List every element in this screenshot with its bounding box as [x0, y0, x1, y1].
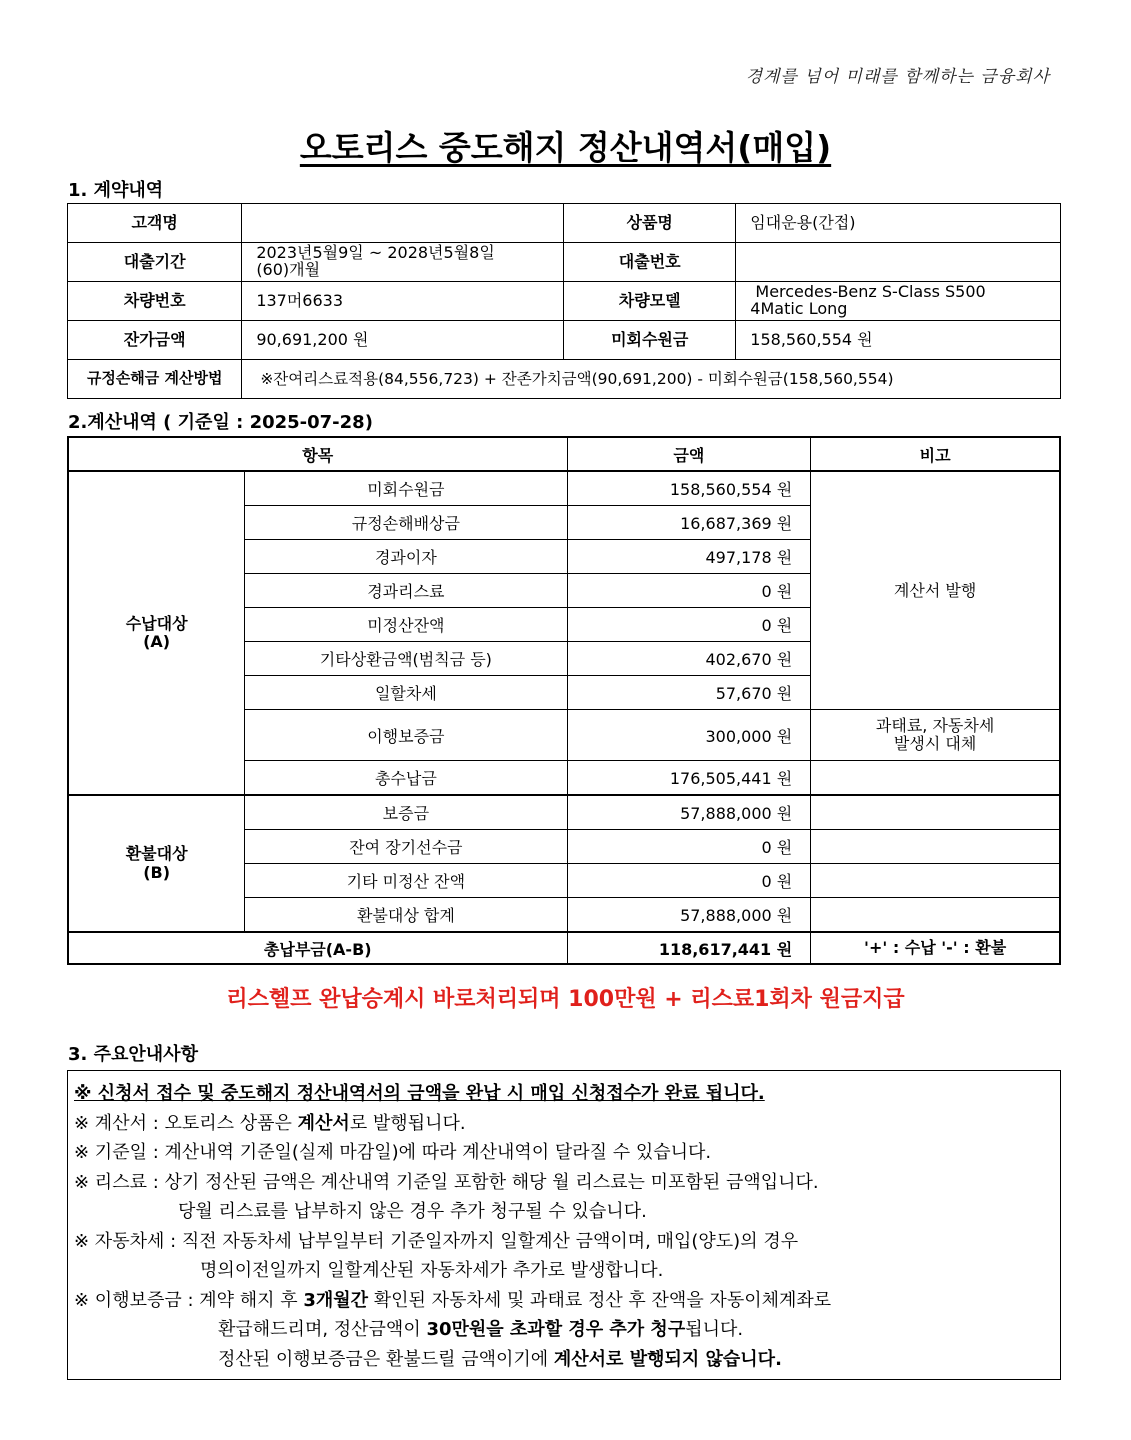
row-item: 기타 미정산 잔액	[245, 864, 567, 898]
customer-value	[242, 204, 564, 243]
group-a-label	[68, 471, 245, 795]
row-item: 기타상환금액(범칙금 등)	[245, 642, 567, 676]
notice-line	[68, 1315, 1060, 1345]
row-amount: 176,505,441 원	[567, 761, 811, 796]
row-amount: 16,687,369 원	[567, 506, 811, 540]
group-b-name: 환불대상	[125, 844, 188, 864]
section-calc-heading: 2.계산내역 ( 기준일 : 2025-07-28)	[68, 412, 373, 433]
notice-text: ※ 이행보증금 : 계약 해지 후	[74, 1289, 304, 1311]
company-slogan: 경계를 넘어 미래를 함께하는 금융회사	[745, 67, 1050, 87]
table-row	[68, 360, 1061, 399]
row-amount: 158,560,554 원	[567, 471, 811, 506]
row-item: 규정손해배상금	[245, 506, 567, 540]
row-amount: 57,888,000 원	[567, 898, 811, 933]
row-amount: 57,888,000 원	[567, 795, 811, 830]
group-b-code: (B)	[143, 862, 171, 882]
row-item: 이행보증금	[245, 710, 567, 761]
table-header-row	[68, 437, 1060, 471]
notice-text: 정산된 이행보증금은 환불드릴 금액이기에	[218, 1348, 554, 1370]
plate-label: 차량번호	[68, 282, 242, 321]
row-item: 총수납금	[245, 761, 567, 796]
notice-text: 확인된 자동차세 및 과태료 정산 후 잔액을 자동이체계좌로	[368, 1289, 832, 1311]
notice-emphasis: 30만원을 초과할 경우 추가 청구	[426, 1319, 686, 1340]
period-value	[242, 243, 564, 282]
group-a-code: (A)	[143, 632, 171, 651]
loan-number-value	[736, 243, 1061, 282]
notice-line: ※ 신청서 접수 및 중도해지 정산내역서의 금액을 완납 시 매입 신청접수가 완료 됩니다.	[74, 1083, 765, 1104]
table-row	[68, 204, 1061, 243]
row-amount: 497,178 원	[567, 540, 811, 574]
plate-value: 137머6633	[242, 282, 564, 321]
total-row	[68, 932, 1060, 964]
unrecovered-label: 미회수원금	[564, 321, 736, 360]
group-a-name: 수납대상	[125, 613, 188, 633]
residual-label: 잔가금액	[68, 321, 242, 360]
section-contract-heading: 1. 계약내역	[68, 180, 164, 201]
period-months: (60)개월	[256, 260, 321, 279]
period-label: 대출기간	[68, 243, 242, 282]
note-empty	[811, 830, 1060, 864]
notice-line	[68, 1109, 1060, 1139]
penalty-method-value: ※잔여리스료적용(84,556,723) + 잔존가치금액(90,691,200) - 미회수원금(158,560,554)	[242, 360, 1061, 399]
notice-emphasis: 계산서	[297, 1112, 350, 1134]
model-line-2: 4Matic Long	[750, 299, 848, 318]
notice-text: 로 발행됩니다.	[349, 1112, 466, 1134]
model-label: 차량모델	[564, 282, 736, 321]
row-amount: 0 원	[567, 574, 811, 608]
notice-line: 명의이전일까지 일할계산된 자동차세가 추가로 발생합니다.	[200, 1260, 664, 1281]
notice-text: 환급해드리며, 정산금액이	[218, 1319, 427, 1340]
note-deposit-line-2: 발생시 대체	[893, 734, 977, 753]
contract-table	[67, 203, 1061, 399]
table-row	[68, 795, 1060, 830]
notice-line: ※ 리스료 : 상기 정산된 금액은 계산내역 기준일 포함한 해당 월 리스료는 미포함된 금액입니다.	[74, 1171, 819, 1193]
notice-line: ※ 자동차세 : 직전 자동차세 납부일부터 기준일자까지 일할계산 금액이며, 매입(양도)의 경우	[74, 1230, 799, 1252]
notice-line: 당월 리스료를 납부하지 않은 경우 추가 청구될 수 있습니다.	[178, 1201, 647, 1222]
table-row	[68, 282, 1061, 321]
note-deposit-line-1: 과태료, 자동차세	[875, 716, 995, 736]
period-dates: 2023년5월9일 ~ 2028년5월8일	[256, 243, 495, 263]
row-item: 경과이자	[245, 540, 567, 574]
product-label: 상품명	[564, 204, 736, 243]
table-row	[68, 471, 1060, 506]
table-row	[68, 321, 1061, 360]
calc-table	[67, 436, 1061, 965]
row-amount: 0 원	[567, 830, 811, 864]
row-item: 환불대상 합계	[245, 898, 567, 933]
penalty-method-label: 규정손해금 계산방법	[68, 360, 242, 399]
promo-highlight: 리스헬프 완납승계시 바로처리되며 100만원 + 리스료1회차 원금지급	[226, 987, 905, 1012]
row-item: 보증금	[245, 795, 567, 830]
notice-emphasis: 계산서로 발행되지 않습니다.	[553, 1348, 782, 1370]
header-item: 항목	[68, 437, 567, 471]
header-note: 비고	[811, 437, 1060, 471]
customer-label: 고객명	[68, 204, 242, 243]
notice-box	[67, 1070, 1061, 1380]
row-item: 경과리스료	[245, 574, 567, 608]
total-amount: 118,617,441 원	[567, 932, 811, 964]
model-line-1: Mercedes-Benz S-Class S500	[750, 282, 986, 302]
notice-text: 됩니다.	[685, 1319, 744, 1340]
notice-text: ※ 계산서 : 오토리스 상품은	[74, 1112, 298, 1134]
row-amount: 0 원	[567, 608, 811, 642]
product-value: 임대운용(간접)	[736, 204, 1061, 243]
notice-line: ※ 기준일 : 계산내역 기준일(실제 마감일)에 따라 계산내역이 달라질 수 있습니다.	[74, 1142, 712, 1163]
table-row	[68, 243, 1061, 282]
row-item: 일할차세	[245, 676, 567, 710]
row-amount: 300,000 원	[567, 710, 811, 761]
unrecovered-value: 158,560,554 원	[736, 321, 1061, 360]
note-empty	[811, 795, 1060, 830]
section-notice-heading: 3. 주요안내사항	[68, 1044, 198, 1065]
notice-line	[68, 1286, 1060, 1316]
note-empty	[811, 898, 1060, 933]
group-b-label	[68, 795, 245, 932]
loan-number-label: 대출번호	[564, 243, 736, 282]
row-amount: 402,670 원	[567, 642, 811, 676]
header-amount: 금액	[567, 437, 811, 471]
total-label: 총납부금(A-B)	[68, 932, 567, 964]
residual-value: 90,691,200 원	[242, 321, 564, 360]
note-deposit	[811, 710, 1060, 761]
note-invoice: 계산서 발행	[811, 471, 1060, 710]
row-amount: 0 원	[567, 864, 811, 898]
row-item: 미정산잔액	[245, 608, 567, 642]
row-amount: 57,670 원	[567, 676, 811, 710]
notice-line	[68, 1345, 1060, 1375]
total-note: '+' : 수납 '-' : 환불	[811, 932, 1060, 964]
row-item: 미회수원금	[245, 471, 567, 506]
note-empty	[811, 761, 1060, 796]
note-empty	[811, 864, 1060, 898]
row-item: 잔여 장기선수금	[245, 830, 567, 864]
notice-emphasis: 3개월간	[303, 1289, 369, 1311]
page-title: 오토리스 중도해지 정산내역서(매입)	[299, 128, 832, 167]
model-value	[736, 282, 1061, 321]
